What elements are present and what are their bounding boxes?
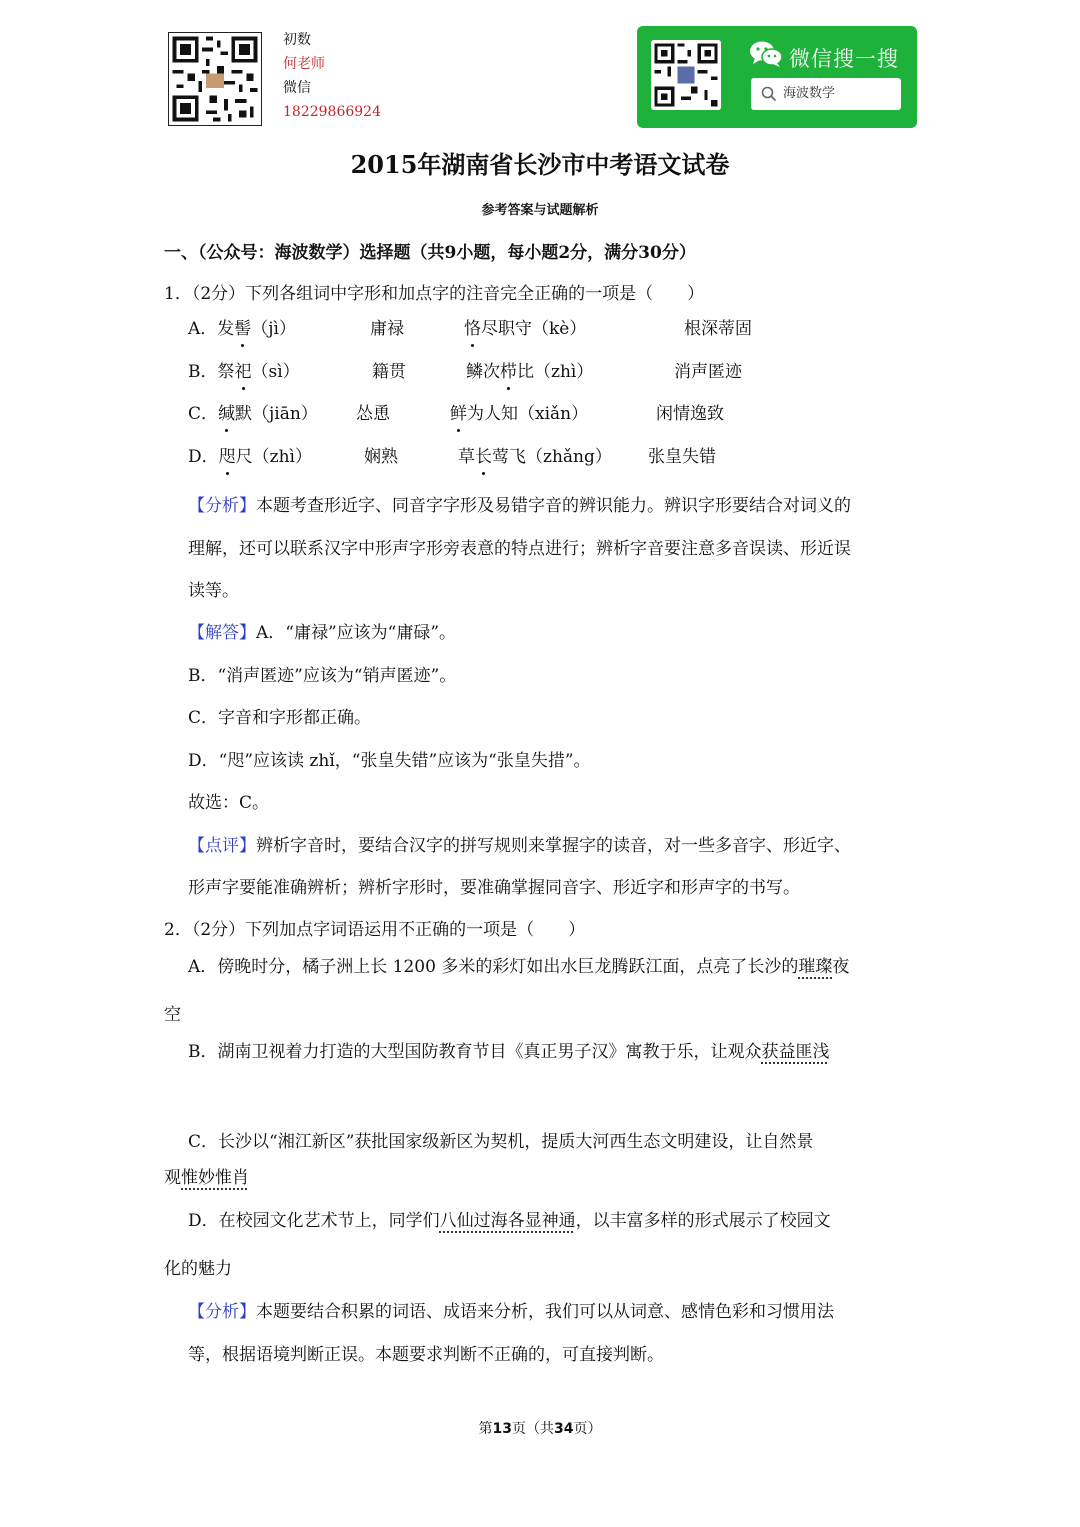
- q1-answer-line-2: B．“消声匿迹”应该为“销声匿迹”。: [188, 666, 457, 686]
- q1-option-a-1: A．发髻（jì）: [188, 319, 296, 339]
- wechat-search-card[interactable]: [637, 26, 917, 128]
- q1-option-a-4: 根深蒂固: [684, 319, 752, 339]
- q1-comment-line-2: 形声字要能准确辨析；辨析字形时，要准确掌握同音字、形近字和形声字的书写。: [188, 878, 800, 898]
- q2-option-c-line-1: C．长沙以“湘江新区”获批国家级新区为契机，提质大河西生态文明建设，让自然景: [188, 1132, 814, 1152]
- search-icon: [761, 86, 777, 102]
- analysis-tag: 【分析】: [188, 496, 256, 516]
- q1-analysis-line-2: 理解，还可以联系汉字中形声字形旁表意的特点进行；辨析字音要注意多音误读、形近误: [188, 539, 851, 559]
- q2-stem: 2．（2分）下列加点字词语运用不正确的一项是（ ）: [164, 920, 586, 940]
- q2-option-b: B．湖南卫视着力打造的大型国防教育节目《真正男子汉》寓教于乐，让观众获益匪浅: [188, 1042, 830, 1062]
- wechat-search-box[interactable]: 海波数学: [751, 78, 901, 110]
- q1-option-c-4: 闲情逸致: [656, 404, 724, 424]
- q2-option-a-line-1: A．傍晚时分，橘子洲上长 1200 多米的彩灯如出水巨龙腾跃江面，点亮了长沙的璀璨夜: [188, 957, 850, 977]
- q2-option-d-line-2: 化的魅力: [164, 1259, 232, 1279]
- q1-option-c-3: 鲜为人知（xiǎn）: [450, 404, 589, 424]
- q1-option-b-4: 消声匿迹: [674, 362, 742, 382]
- q1-option-d-1: D．咫尺（zhì）: [188, 447, 312, 467]
- page-footer: 第13页（共34页）: [478, 1421, 602, 1437]
- q1-option-b-2: 籍贯: [372, 362, 406, 382]
- wechat-qr-code: [651, 40, 721, 110]
- contact-line-wechat: 微信: [283, 80, 311, 96]
- q2-option-a-line-2: 空: [164, 1005, 181, 1025]
- comment-tag: 【点评】: [188, 836, 256, 856]
- q2-analysis-line-1: 【分析】本题要结合积累的词语、成语来分析，我们可以从词意、感情色彩和习惯用法: [188, 1302, 834, 1322]
- wechat-logo-icon: [749, 40, 783, 68]
- q1-answer-line-5: 故选：C。: [188, 793, 270, 813]
- q2-option-d-line-1: D．在校园文化艺术节上，同学们八仙过海各显神通，以丰富多样的形式展示了校园文: [188, 1211, 831, 1231]
- qr-code-contact: [168, 32, 262, 126]
- q1-option-b-1: B．祭祀（sì）: [188, 362, 300, 382]
- q1-option-c-2: 怂恿: [356, 404, 390, 424]
- wechat-card-title: 微信搜一搜: [789, 47, 899, 71]
- q1-answer-line-3: C．字音和字形都正确。: [188, 708, 372, 728]
- page-title: 2015年湖南省长沙市中考语文试卷: [350, 150, 730, 179]
- q2-option-c-line-2: 观惟妙惟肖: [164, 1168, 249, 1188]
- q1-stem: 1．（2分）下列各组词中字形和加点字的注音完全正确的一项是（ ）: [164, 284, 705, 304]
- page-subtitle: 参考答案与试题解析: [481, 203, 599, 218]
- q1-option-d-2: 娴熟: [364, 447, 398, 467]
- q1-option-d-4: 张皇失错: [648, 447, 716, 467]
- q2-analysis-line-2: 等，根据语境判断正误。本题要求判断不正确的，可直接判断。: [188, 1345, 664, 1365]
- q1-option-d-3: 草长莺飞（zhǎng）: [458, 447, 612, 467]
- page-total: 34: [554, 1421, 574, 1437]
- q1-comment-line-1: 【点评】辨析字音时，要结合汉字的拼写规则来掌握字的读音，对一些多音字、形近字、: [188, 836, 851, 856]
- q1-answer-line-4: D．“咫”应该读 zhǐ，“张皇失错”应该为“张皇失措”。: [188, 751, 591, 771]
- answer-tag: 【解答】: [188, 623, 256, 643]
- q1-option-b-3: 鳞次栉比（zhì）: [466, 362, 594, 382]
- q1-answer-line-1: 【解答】A．“庸禄”应该为“庸碌”。: [188, 623, 457, 643]
- q1-analysis-line-3: 读等。: [188, 581, 239, 601]
- q1-analysis-line-1: 【分析】本题考查形近字、同音字字形及易错字音的辨识能力。辨识字形要结合对词义的: [188, 496, 851, 516]
- contact-line-teacher: 何老师: [283, 56, 325, 72]
- q1-option-c-1: C．缄默（jiān）: [188, 404, 318, 424]
- contact-line-phone: 18229866924: [283, 104, 381, 120]
- contact-info: [283, 28, 381, 124]
- q1-option-a-3: 恪尽职守（kè）: [464, 319, 587, 339]
- q1-option-a-2: 庸禄: [370, 319, 404, 339]
- analysis-tag: 【分析】: [188, 1302, 256, 1322]
- section-heading: 一、（公众号：海波数学）选择题（共9小题，每小题2分，满分30分）: [164, 243, 696, 263]
- contact-line-subject: 初数: [283, 32, 311, 48]
- page-number: 13: [492, 1421, 512, 1437]
